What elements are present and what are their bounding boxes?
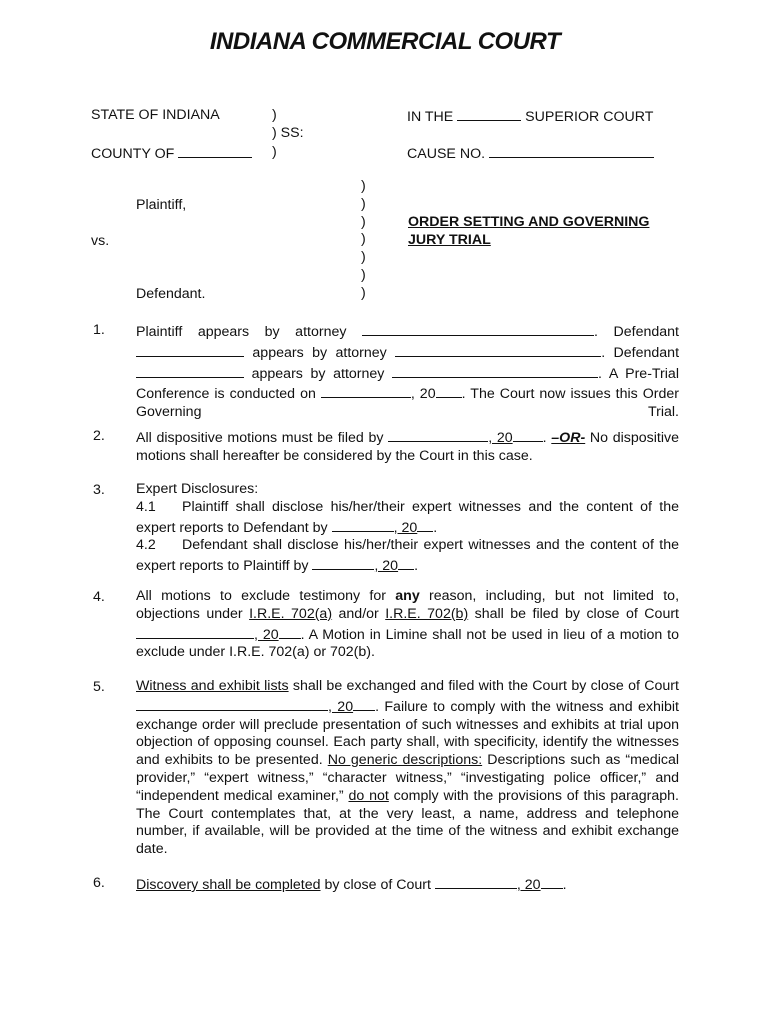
p6-text: by close of Court <box>324 877 431 893</box>
caption-paren: ) <box>272 107 277 123</box>
defendant-blank <box>136 363 244 378</box>
paragraph-4 <box>136 588 679 662</box>
ire-702b: I.R.E. 702(b) <box>385 605 469 622</box>
conference-date-blank <box>321 383 411 398</box>
p3-text: . <box>414 558 419 575</box>
motions-date-blank <box>388 427 488 442</box>
defendant-attorney-blank <box>392 363 598 378</box>
p1-text: . The Court now issues this Order Governing Trial. <box>136 386 680 421</box>
do-not-emphasis: do not <box>348 787 389 804</box>
defendant-label: Defendant. <box>136 286 206 302</box>
p4-text: reason, including, but not limited to, objections under <box>136 588 680 622</box>
p1-text: . Defendant <box>594 324 679 340</box>
item-number: 1. <box>93 322 105 338</box>
year-blank <box>417 517 433 532</box>
county-label: COUNTY OF <box>91 146 175 162</box>
caption-paren-column: ) ) ) ) ) ) ) <box>361 178 366 301</box>
p2-text: All dispositive motions must be filed by <box>136 430 384 446</box>
item-number: 2. <box>93 428 105 444</box>
expert-heading: Expert Disclosures: <box>136 481 259 497</box>
p4-text: and/or <box>338 605 379 622</box>
defendant-expert-date-blank <box>312 555 374 570</box>
p1-text: Plaintiff appears by attorney <box>136 324 347 340</box>
court-pre: IN THE <box>407 109 454 125</box>
order-title-line1: ORDER SETTING AND GOVERNING <box>408 214 650 230</box>
year-blank <box>436 383 462 398</box>
p2-text: No dispositive motions shall hereafter be considered by the Court in this case. <box>136 430 680 464</box>
court-line <box>407 106 653 126</box>
p6-text: . <box>562 877 567 893</box>
p4-text: . A Motion in Limine shall not be used in lieu of a motion to exclude under I.R.E. 702(a) or 702(b). <box>136 626 679 661</box>
p2-year: , 20 <box>488 430 513 446</box>
county-line <box>91 143 252 163</box>
p1-text: , 20 <box>410 386 436 403</box>
discovery-date-blank <box>435 874 517 889</box>
vs-label: vs. <box>91 233 110 249</box>
cause-blank <box>489 143 654 158</box>
paragraph-6 <box>136 874 679 895</box>
p1-text: appears by attorney <box>252 344 387 361</box>
motions-exclude-date-blank <box>136 624 254 639</box>
court-blank <box>457 106 521 121</box>
p1-text: . A Pre-Trial <box>598 365 679 382</box>
p5-text: comply with the provisions of this paragraph. The Court contemplates that, at the very least, a name, address and telephone number, if available, will be provided at the time of the witness and exhibit exchange date. <box>136 787 679 858</box>
discovery-heading: Discovery shall be completed <box>136 877 321 893</box>
paragraph-3 <box>136 481 679 576</box>
p2-text: . <box>542 430 547 446</box>
year-blank <box>513 427 543 442</box>
plaintiff-label: Plaintiff, <box>136 197 187 213</box>
paragraph-2 <box>136 427 679 466</box>
any-emphasis: any <box>395 588 420 604</box>
p3-year: , 20 <box>374 558 399 575</box>
year-blank <box>279 624 301 639</box>
paragraph-1 <box>136 321 679 422</box>
p5-text: . Failure to comply with the witness and exhibit exchange order will preclude presentation of such witnesses and exhibits at trial upon objection of opposing counsel. Each party shall, with specificity, identify the witnesses and exhibits to be presented. <box>136 698 679 769</box>
p4-year: , 20 <box>254 626 279 643</box>
p5-text: Descriptions such as “medical provider,” “expert witness,” “character witness,” “investigating police officer,” and “independent medical examiner,” <box>136 752 679 804</box>
p1-text: Conference is conducted on <box>136 386 316 403</box>
defendant-blank <box>136 342 244 357</box>
county-blank <box>178 143 252 158</box>
document-title: INDIANA COMMERCIAL COURT <box>209 28 561 55</box>
witness-date-blank <box>136 696 328 711</box>
no-generic-descriptions: No generic descriptions: <box>327 752 483 769</box>
witness-lists-heading: Witness and exhibit lists <box>136 678 289 694</box>
item-number: 5. <box>93 679 105 695</box>
year-blank <box>398 555 414 570</box>
item-number: 3. <box>93 482 105 498</box>
ss-label: ) SS: <box>272 125 304 141</box>
p1-text: appears by attorney <box>251 365 385 382</box>
p4-text: shall be filed by close of Court <box>474 605 680 622</box>
or-label: –OR- <box>551 430 586 446</box>
sub-number: 4.2 <box>136 537 156 554</box>
sub-number: 4.1 <box>136 498 156 515</box>
ire-702a: I.R.E. 702(a) <box>249 605 333 622</box>
p5-year: , 20 <box>328 698 354 715</box>
cause-label: CAUSE NO. <box>407 146 486 162</box>
p1-text: . Defendant <box>601 344 680 361</box>
state-label: STATE OF INDIANA <box>91 107 220 123</box>
p6-year: , 20 <box>516 877 541 893</box>
item-number: 6. <box>93 875 105 891</box>
p3-text: Plaintiff shall disclose his/her/their expert witnesses and the content of the expert reports to Defendant by <box>136 498 679 536</box>
caption-paren: ) <box>272 144 277 160</box>
year-blank <box>353 696 375 711</box>
court-post: SUPERIOR COURT <box>525 109 654 125</box>
year-blank <box>541 874 563 889</box>
order-title-line2: JURY TRIAL <box>408 232 491 248</box>
p5-text: shall be exchanged and filed with the Court by close of Court <box>292 678 679 694</box>
plaintiff-expert-date-blank <box>332 517 394 532</box>
defendant-attorney-blank <box>395 342 601 357</box>
plaintiff-attorney-blank <box>362 321 594 336</box>
cause-line <box>407 143 654 163</box>
item-number: 4. <box>93 589 105 605</box>
p4-text: All motions to exclude testimony for <box>136 588 386 604</box>
p3-year: , 20 <box>393 519 418 536</box>
paragraph-5 <box>136 678 679 859</box>
p3-text: Defendant shall disclose his/her/their expert witnesses and the content of the expert reports to Plaintiff by <box>136 537 679 575</box>
p3-text: . <box>433 519 438 536</box>
